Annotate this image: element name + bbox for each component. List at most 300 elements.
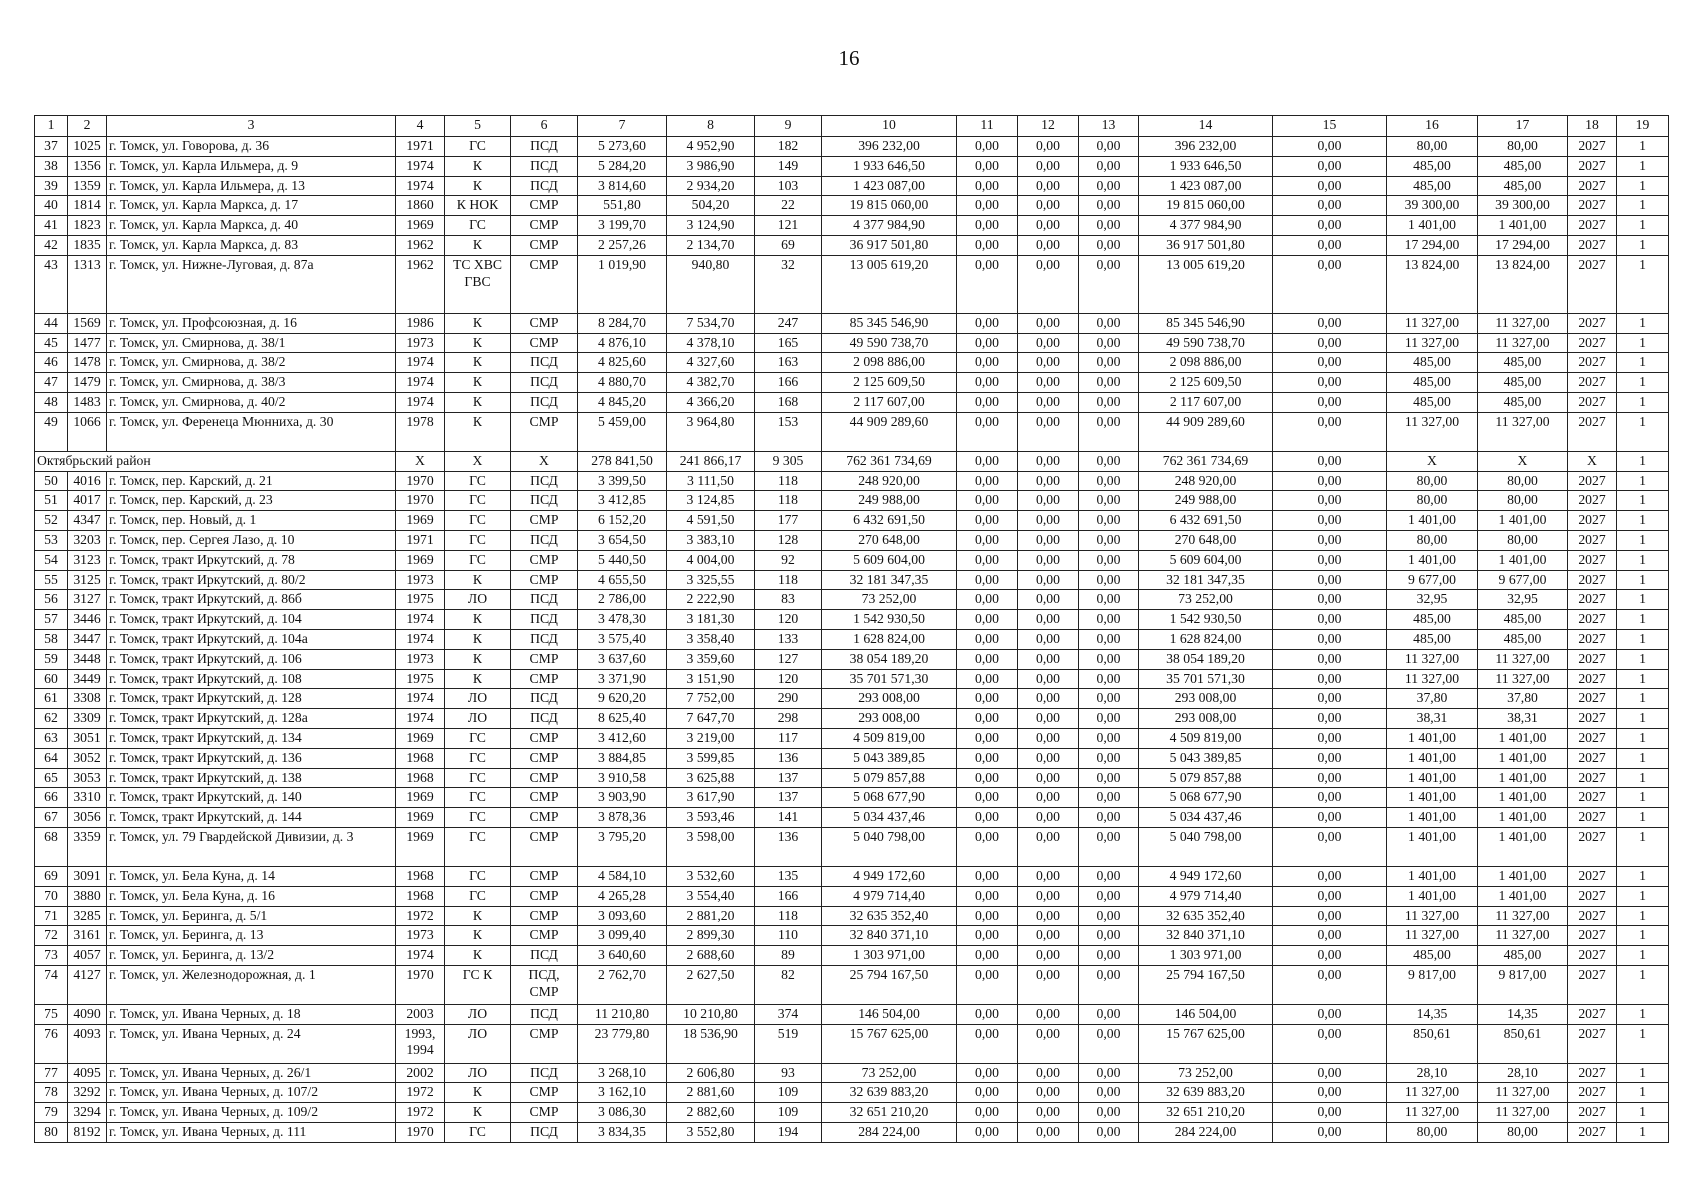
table-cell: 1974 — [396, 689, 445, 709]
table-cell: 0,00 — [1079, 1004, 1139, 1024]
table-cell: СМР — [511, 235, 578, 255]
table-cell: 0,00 — [1273, 570, 1387, 590]
table-cell: 3359 — [68, 827, 107, 866]
table-cell: 3448 — [68, 649, 107, 669]
table-cell: 1969 — [396, 216, 445, 236]
table-cell: 49 590 738,70 — [1139, 333, 1273, 353]
table-cell: ГС — [445, 827, 511, 866]
table-cell: 1 — [1617, 471, 1669, 491]
table-cell: 4 655,50 — [578, 570, 667, 590]
table-cell: 1 401,00 — [1387, 216, 1478, 236]
table-cell: 2 117 607,00 — [1139, 392, 1273, 412]
address-cell: г. Томск, ул. Ивана Черных, д. 24 — [107, 1024, 396, 1063]
table-cell: 3 093,60 — [578, 906, 667, 926]
table-cell: 0,00 — [1018, 906, 1079, 926]
table-cell: 53 — [35, 530, 68, 550]
table-cell: 80,00 — [1478, 471, 1568, 491]
table-cell: 1 — [1617, 511, 1669, 531]
table-cell: 4 377 984,90 — [822, 216, 957, 236]
table-cell: 80,00 — [1478, 1123, 1568, 1143]
table-cell: ГС — [445, 886, 511, 906]
table-cell: К — [445, 926, 511, 946]
table-cell: 4 378,10 — [667, 333, 755, 353]
table-cell: 0,00 — [1079, 1103, 1139, 1123]
table-cell: 0,00 — [1018, 333, 1079, 353]
address-cell: г. Томск, ул. Беринга, д. 13/2 — [107, 946, 396, 966]
table-cell: ПСД — [511, 1063, 578, 1083]
table-cell: К — [445, 570, 511, 590]
table-cell: 0,00 — [957, 827, 1018, 866]
table-cell: К — [445, 1103, 511, 1123]
table-row — [35, 235, 1669, 255]
table-cell: 1 — [1617, 709, 1669, 729]
table-cell: 2003 — [396, 1004, 445, 1024]
table-cell: 1970 — [396, 471, 445, 491]
table-cell: 5 034 437,46 — [822, 808, 957, 828]
column-header: 19 — [1617, 116, 1669, 137]
table-cell: 0,00 — [1018, 530, 1079, 550]
table-cell: 0,00 — [1018, 235, 1079, 255]
table-cell: 82 — [755, 965, 822, 1004]
table-cell: 0,00 — [957, 156, 1018, 176]
table-cell: ГС — [445, 748, 511, 768]
column-header: 5 — [445, 116, 511, 137]
table-cell: 4347 — [68, 511, 107, 531]
summary-cell: 241 866,17 — [667, 451, 755, 471]
table-cell: 2 222,90 — [667, 590, 755, 610]
table-cell: 1 — [1617, 946, 1669, 966]
column-header: 13 — [1079, 116, 1139, 137]
table-cell: СМР — [511, 511, 578, 531]
table-cell: 3 151,90 — [667, 669, 755, 689]
table-cell: 0,00 — [1273, 669, 1387, 689]
table-cell: 47 — [35, 373, 68, 393]
address-cell: г. Томск, тракт Иркутский, д. 104 — [107, 610, 396, 630]
table-cell: 2 762,70 — [578, 965, 667, 1004]
table-cell: 13 824,00 — [1478, 255, 1568, 313]
table-cell: 2027 — [1568, 491, 1617, 511]
table-cell: 109 — [755, 1103, 822, 1123]
table-cell: 0,00 — [1079, 550, 1139, 570]
table-cell: 0,00 — [957, 196, 1018, 216]
table-cell: 2 098 886,00 — [1139, 353, 1273, 373]
table-cell: 2027 — [1568, 550, 1617, 570]
table-row — [35, 313, 1669, 333]
table-cell: СМР — [511, 808, 578, 828]
table-cell: 1970 — [396, 491, 445, 511]
table-cell: 0,00 — [957, 610, 1018, 630]
table-cell: 5 609 604,00 — [1139, 550, 1273, 570]
table-cell: 5 040 798,00 — [822, 827, 957, 866]
table-cell: 49 — [35, 412, 68, 451]
table-cell: 0,00 — [1079, 788, 1139, 808]
table-cell: 44 909 289,60 — [822, 412, 957, 451]
table-cell: 8 284,70 — [578, 313, 667, 333]
table-cell: 0,00 — [957, 1004, 1018, 1024]
table-cell: 485,00 — [1478, 392, 1568, 412]
table-cell: 92 — [755, 550, 822, 570]
table-cell: ПСД — [511, 590, 578, 610]
table-cell: 3 878,36 — [578, 808, 667, 828]
table-cell: 38 054 189,20 — [1139, 649, 1273, 669]
table-cell: 1 303 971,00 — [1139, 946, 1273, 966]
table-cell: 1993, 1994 — [396, 1024, 445, 1063]
table-cell: 52 — [35, 511, 68, 531]
table-row — [35, 373, 1669, 393]
table-cell: 0,00 — [1273, 156, 1387, 176]
table-cell: 485,00 — [1478, 176, 1568, 196]
table-row — [35, 1004, 1669, 1024]
table-cell: СМР — [511, 886, 578, 906]
table-cell: 1 — [1617, 906, 1669, 926]
table-cell: 2 134,70 — [667, 235, 755, 255]
table-cell: 0,00 — [957, 808, 1018, 828]
table-cell: 0,00 — [957, 511, 1018, 531]
table-cell: 4 825,60 — [578, 353, 667, 373]
table-cell: 3 199,70 — [578, 216, 667, 236]
table-cell: 4093 — [68, 1024, 107, 1063]
table-cell: 39 300,00 — [1387, 196, 1478, 216]
table-cell: 177 — [755, 511, 822, 531]
table-row — [35, 689, 1669, 709]
table-cell: 56 — [35, 590, 68, 610]
table-cell: 0,00 — [1018, 412, 1079, 451]
table-cell: 3 575,40 — [578, 629, 667, 649]
table-cell: 248 920,00 — [822, 471, 957, 491]
address-cell: г. Томск, ул. Карла Маркса, д. 83 — [107, 235, 396, 255]
table-cell: 1975 — [396, 590, 445, 610]
table-cell: 36 917 501,80 — [822, 235, 957, 255]
table-cell: 0,00 — [1018, 808, 1079, 828]
table-cell: К — [445, 906, 511, 926]
table-cell: 2 627,50 — [667, 965, 755, 1004]
table-cell: 0,00 — [1018, 176, 1079, 196]
table-cell: 2 786,00 — [578, 590, 667, 610]
table-cell: 1 542 930,50 — [822, 610, 957, 630]
table-cell: 11 327,00 — [1387, 1103, 1478, 1123]
table-cell: 0,00 — [1079, 748, 1139, 768]
table-cell: 2027 — [1568, 216, 1617, 236]
table-cell: 2 098 886,00 — [822, 353, 957, 373]
table-cell: 149 — [755, 156, 822, 176]
table-cell: 66 — [35, 788, 68, 808]
table-cell: 1 — [1617, 965, 1669, 1004]
table-cell: 0,00 — [957, 235, 1018, 255]
table-cell: К — [445, 373, 511, 393]
table-cell: 0,00 — [1018, 216, 1079, 236]
table-cell: 85 345 546,90 — [822, 313, 957, 333]
table-cell: 3 910,58 — [578, 768, 667, 788]
table-cell: 0,00 — [957, 313, 1018, 333]
table-cell: 40 — [35, 196, 68, 216]
table-cell: 1 — [1617, 629, 1669, 649]
table-cell: 1974 — [396, 709, 445, 729]
table-cell: 32 181 347,35 — [822, 570, 957, 590]
table-cell: 3 903,90 — [578, 788, 667, 808]
table-cell: 11 327,00 — [1478, 926, 1568, 946]
table-cell: 0,00 — [1018, 570, 1079, 590]
table-cell: 1 — [1617, 926, 1669, 946]
table-cell: 137 — [755, 788, 822, 808]
table-cell: 9 817,00 — [1478, 965, 1568, 1004]
table-row — [35, 629, 1669, 649]
table-cell: 1978 — [396, 412, 445, 451]
table-cell: 2027 — [1568, 196, 1617, 216]
table-cell: ПСД — [511, 156, 578, 176]
table-cell: 0,00 — [1018, 1004, 1079, 1024]
table-cell: 0,00 — [1273, 392, 1387, 412]
column-header: 10 — [822, 116, 957, 137]
table-cell: 1 628 824,00 — [1139, 629, 1273, 649]
column-header: 18 — [1568, 116, 1617, 137]
page-number: 16 — [838, 46, 860, 70]
table-cell: 3 654,50 — [578, 530, 667, 550]
table-cell: 1970 — [396, 1123, 445, 1143]
table-cell: 2027 — [1568, 1083, 1617, 1103]
table-cell: 1 401,00 — [1478, 827, 1568, 866]
summary-cell: 9 305 — [755, 451, 822, 471]
table-cell: 9 677,00 — [1478, 570, 1568, 590]
table-cell: 0,00 — [1018, 629, 1079, 649]
table-cell: 146 504,00 — [1139, 1004, 1273, 1024]
table-cell: 485,00 — [1387, 610, 1478, 630]
table-cell: 2027 — [1568, 137, 1617, 157]
table-row — [35, 570, 1669, 590]
table-cell: 3052 — [68, 748, 107, 768]
table-cell: 2027 — [1568, 1103, 1617, 1123]
table-cell: ПСД — [511, 373, 578, 393]
table-cell: 1 — [1617, 669, 1669, 689]
table-cell: 1313 — [68, 255, 107, 313]
table-cell: К — [445, 235, 511, 255]
table-cell: 485,00 — [1387, 156, 1478, 176]
table-row — [35, 176, 1669, 196]
table-cell: 0,00 — [957, 1123, 1018, 1143]
table-cell: 4090 — [68, 1004, 107, 1024]
table-cell: 32 840 371,10 — [1139, 926, 1273, 946]
address-cell: г. Томск, ул. Говорова, д. 36 — [107, 137, 396, 157]
table-cell: 3 552,80 — [667, 1123, 755, 1143]
table-cell: 0,00 — [1018, 1063, 1079, 1083]
table-cell: 485,00 — [1478, 373, 1568, 393]
table-cell: ГС — [445, 728, 511, 748]
table-cell: 10 210,80 — [667, 1004, 755, 1024]
table-cell: 0,00 — [1079, 1123, 1139, 1143]
table-cell: 2027 — [1568, 629, 1617, 649]
table-cell: 0,00 — [957, 689, 1018, 709]
table-cell: 0,00 — [1273, 353, 1387, 373]
table-cell: 141 — [755, 808, 822, 828]
table-cell: 0,00 — [1018, 946, 1079, 966]
table-cell: 3 599,85 — [667, 748, 755, 768]
table-cell: 1 401,00 — [1478, 768, 1568, 788]
table-cell: 1 401,00 — [1387, 886, 1478, 906]
table-cell: 69 — [35, 866, 68, 886]
address-cell: г. Томск, ул. Ивана Черных, д. 111 — [107, 1123, 396, 1143]
address-cell: г. Томск, тракт Иркутский, д. 128а — [107, 709, 396, 729]
table-cell: 0,00 — [957, 471, 1018, 491]
table-cell: 4 880,70 — [578, 373, 667, 393]
table-cell: 485,00 — [1478, 353, 1568, 373]
table-cell: ЛО — [445, 689, 511, 709]
table-cell: ПСД, СМР — [511, 965, 578, 1004]
table-cell: 32 — [755, 255, 822, 313]
table-cell: 1 019,90 — [578, 255, 667, 313]
district-summary-row — [35, 451, 1669, 471]
table-cell: 0,00 — [1273, 1123, 1387, 1143]
table-cell: К — [445, 333, 511, 353]
summary-cell: X — [1568, 451, 1617, 471]
table-cell: 0,00 — [957, 649, 1018, 669]
table-cell: 0,00 — [1079, 906, 1139, 926]
table-cell: 1 401,00 — [1387, 728, 1478, 748]
table-cell: 70 — [35, 886, 68, 906]
table-cell: 1973 — [396, 570, 445, 590]
column-number-header-row — [35, 116, 1669, 137]
table-cell: 13 005 619,20 — [822, 255, 957, 313]
table-row — [35, 353, 1669, 373]
table-cell: 136 — [755, 827, 822, 866]
table-cell: 32 840 371,10 — [822, 926, 957, 946]
table-cell: 9 620,20 — [578, 689, 667, 709]
table-cell: 0,00 — [1079, 255, 1139, 313]
table-cell: 4017 — [68, 491, 107, 511]
table-cell: 2027 — [1568, 709, 1617, 729]
table-cell: 4 979 714,40 — [822, 886, 957, 906]
table-cell: 67 — [35, 808, 68, 828]
table-cell: 519 — [755, 1024, 822, 1063]
table-cell: 32 635 352,40 — [822, 906, 957, 926]
table-cell: 42 — [35, 235, 68, 255]
address-cell: г. Томск, ул. Беринга, д. 13 — [107, 926, 396, 946]
table-cell: 0,00 — [1079, 412, 1139, 451]
table-cell: 3292 — [68, 1083, 107, 1103]
table-row — [35, 1063, 1669, 1083]
table-cell: 0,00 — [1018, 373, 1079, 393]
table-cell: 3 162,10 — [578, 1083, 667, 1103]
table-cell: 0,00 — [957, 590, 1018, 610]
address-cell: г. Томск, ул. Смирнова, д. 38/2 — [107, 353, 396, 373]
table-cell: 51 — [35, 491, 68, 511]
table-cell: 57 — [35, 610, 68, 630]
table-cell: 293 008,00 — [1139, 689, 1273, 709]
table-cell: 3 371,90 — [578, 669, 667, 689]
summary-cell: 0,00 — [1079, 451, 1139, 471]
table-cell: 1 — [1617, 216, 1669, 236]
table-cell: 2027 — [1568, 333, 1617, 353]
table-cell: 14,35 — [1387, 1004, 1478, 1024]
table-cell: 118 — [755, 906, 822, 926]
table-cell: ГС — [445, 137, 511, 157]
table-cell: 1025 — [68, 137, 107, 157]
table-cell: СМР — [511, 333, 578, 353]
table-row — [35, 649, 1669, 669]
table-cell: 0,00 — [1018, 1024, 1079, 1063]
table-cell: 0,00 — [1018, 748, 1079, 768]
table-cell: 2 882,60 — [667, 1103, 755, 1123]
table-cell: 1 — [1617, 689, 1669, 709]
table-cell: 194 — [755, 1123, 822, 1143]
table-cell: 1 401,00 — [1387, 788, 1478, 808]
table-cell: 293 008,00 — [1139, 709, 1273, 729]
table-cell: 3309 — [68, 709, 107, 729]
table-cell: 1969 — [396, 550, 445, 570]
table-cell: 0,00 — [1079, 235, 1139, 255]
table-cell: 3446 — [68, 610, 107, 630]
table-cell: 3 111,50 — [667, 471, 755, 491]
table-cell: 1 401,00 — [1478, 511, 1568, 531]
table-cell: 1 — [1617, 748, 1669, 768]
table-cell: 11 327,00 — [1387, 333, 1478, 353]
table-cell: 4 876,10 — [578, 333, 667, 353]
address-cell: г. Томск, тракт Иркутский, д. 78 — [107, 550, 396, 570]
address-cell: г. Томск, тракт Иркутский, д. 136 — [107, 748, 396, 768]
table-cell: СМР — [511, 728, 578, 748]
table-cell: 0,00 — [1079, 196, 1139, 216]
table-cell: 3125 — [68, 570, 107, 590]
table-cell: 39 — [35, 176, 68, 196]
table-cell: 1 401,00 — [1387, 511, 1478, 531]
address-cell: г. Томск, ул. Карла Маркса, д. 40 — [107, 216, 396, 236]
table-cell: 0,00 — [1079, 373, 1139, 393]
table-cell: 2027 — [1568, 906, 1617, 926]
address-cell: г. Томск, пер. Сергея Лазо, д. 10 — [107, 530, 396, 550]
table-cell: 0,00 — [1273, 808, 1387, 828]
table-cell: 0,00 — [1273, 1083, 1387, 1103]
table-cell: СМР — [511, 788, 578, 808]
table-cell: 1 401,00 — [1387, 748, 1478, 768]
table-cell: 118 — [755, 471, 822, 491]
table-cell: 1962 — [396, 255, 445, 313]
table-cell: 44 909 289,60 — [1139, 412, 1273, 451]
table-cell: 0,00 — [1273, 926, 1387, 946]
table-row — [35, 196, 1669, 216]
table-cell: 3 637,60 — [578, 649, 667, 669]
table-cell: 1974 — [396, 392, 445, 412]
table-cell: 0,00 — [1273, 590, 1387, 610]
table-cell: 133 — [755, 629, 822, 649]
table-cell: 0,00 — [1273, 768, 1387, 788]
table-cell: 3449 — [68, 669, 107, 689]
table-cell: 1973 — [396, 333, 445, 353]
table-cell: 1 628 824,00 — [822, 629, 957, 649]
table-cell: 37 — [35, 137, 68, 157]
table-cell: 0,00 — [957, 629, 1018, 649]
table-cell: 0,00 — [1273, 216, 1387, 236]
table-cell: 0,00 — [1079, 392, 1139, 412]
table-cell: ЛО — [445, 709, 511, 729]
table-cell: СМР — [511, 1083, 578, 1103]
table-cell: 850,61 — [1478, 1024, 1568, 1063]
table-cell: 2027 — [1568, 156, 1617, 176]
table-cell: 1356 — [68, 156, 107, 176]
address-cell: г. Томск, тракт Иркутский, д. 138 — [107, 768, 396, 788]
column-header: 3 — [107, 116, 396, 137]
table-row — [35, 550, 1669, 570]
table-cell: 2 606,80 — [667, 1063, 755, 1083]
table-cell: 78 — [35, 1083, 68, 1103]
table-cell: 1974 — [396, 176, 445, 196]
table-cell: 11 210,80 — [578, 1004, 667, 1024]
table-cell: 11 327,00 — [1387, 926, 1478, 946]
table-cell: 3 593,46 — [667, 808, 755, 828]
table-cell: 5 079 857,88 — [1139, 768, 1273, 788]
table-cell: 485,00 — [1478, 629, 1568, 649]
table-cell: 0,00 — [1273, 649, 1387, 669]
column-header: 7 — [578, 116, 667, 137]
table-cell: 396 232,00 — [1139, 137, 1273, 157]
table-cell: 2027 — [1568, 313, 1617, 333]
